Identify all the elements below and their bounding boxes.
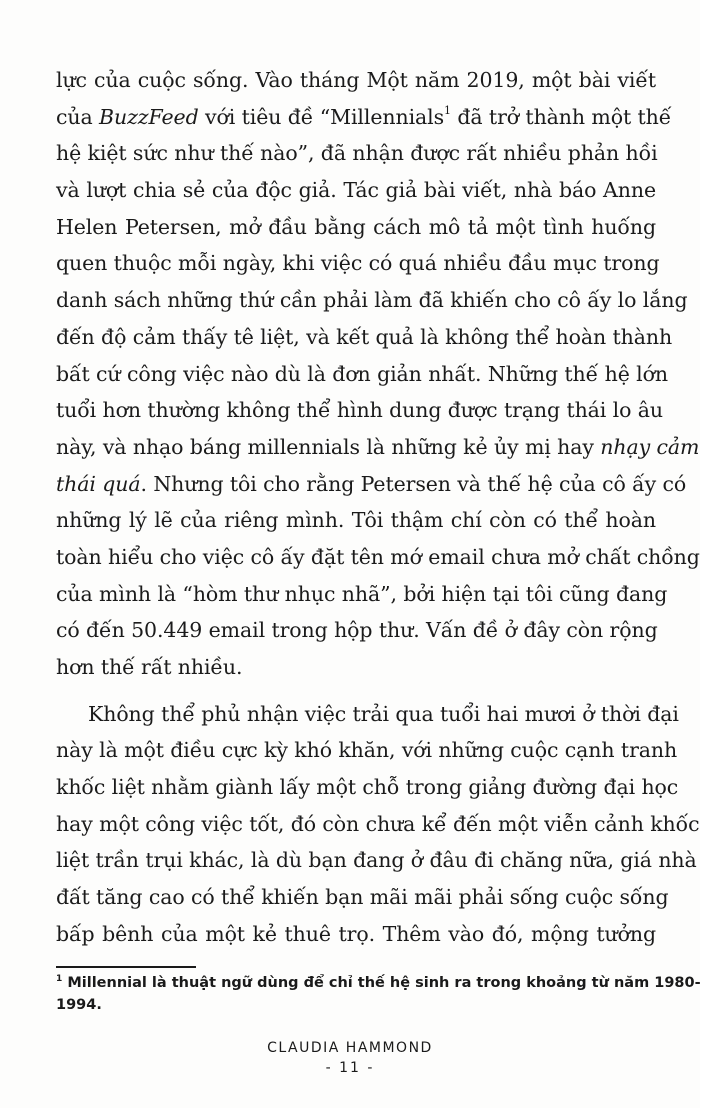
text-segment: liệt trần trụi khác, là dù bạn đang ở đâu đi chăng nữa, giá nhà	[56, 848, 697, 873]
italic-text: nhạy cảm	[600, 434, 700, 459]
text-line	[56, 62, 656, 99]
text-segment: toàn hiểu cho việc cô ấy đặt tên mớ email chưa mở chất chồng	[56, 544, 700, 569]
text-segment: bấp bênh của một kẻ thuê trọ. Thêm vào đó, mộng tưởng	[56, 921, 656, 946]
text-line	[56, 842, 697, 879]
text-line	[56, 732, 678, 769]
text-line	[56, 539, 700, 576]
footnote-marker: 1	[56, 974, 63, 985]
page-number: - 11 -	[325, 1060, 375, 1076]
text-segment: đến độ cảm thấy tê liệt, và kết quả là không thể hoàn thành	[56, 324, 673, 349]
paragraph	[56, 62, 700, 686]
text-line	[56, 429, 700, 466]
text-line	[56, 649, 656, 686]
paragraph-gap	[56, 686, 656, 696]
text-segment: đã trở thành một thế	[450, 104, 672, 129]
text-line	[56, 319, 673, 356]
text-line	[56, 576, 668, 613]
footnote-reference: 1	[444, 103, 451, 117]
text-segment: có đến 50.449 email trong hộp thư. Vấn đề ở đây còn rộng	[56, 618, 658, 643]
text-segment: khốc liệt nhằm giành lấy một chỗ trong giảng đường đại học	[56, 775, 679, 800]
footnote-text-1: Millennial là thuật ngữ dùng để chỉ thế hệ sinh ra trong khoảng từ năm 1980-	[67, 975, 701, 991]
text-segment: của	[56, 104, 100, 129]
text-line	[56, 612, 656, 649]
text-line	[56, 172, 656, 209]
italic-text: thái quá	[56, 471, 141, 496]
text-line	[56, 806, 700, 843]
text-line	[56, 282, 688, 319]
italic-text: BuzzFeed	[99, 104, 199, 129]
text-segment: danh sách những thứ cần phải làm đã khiến cho cô ấy lo lắng	[56, 288, 688, 313]
text-segment: quen thuộc mỗi ngày, khi việc có quá nhiều đầu mục trong	[56, 251, 660, 276]
text-line	[56, 245, 660, 282]
text-line	[56, 209, 656, 246]
text-segment: những lý lẽ của riêng mình. Tôi thậm chí còn có thể hoàn	[56, 508, 656, 533]
footnote	[56, 972, 701, 1016]
text-segment: của mình là “hòm thư nhục nhã”, bởi hiện tại tôi cũng đang	[56, 581, 668, 606]
text-segment: Không thể phủ nhận việc trải qua tuổi hai mươi ở thời đại	[88, 701, 679, 726]
text-segment: này là một điều cực kỳ khó khăn, với những cuộc cạnh tranh	[56, 738, 678, 763]
text-line	[56, 466, 687, 503]
footnote-divider	[56, 966, 196, 968]
text-segment: hay một công việc tốt, đó còn chưa kể đến một viễn cảnh khốc	[56, 811, 700, 836]
text-segment: tuổi hơn thường không thể hình dung được trạng thái lo âu	[56, 398, 664, 423]
text-segment: đất tăng cao có thể khiến bạn mãi mãi phải sống cuộc sống	[56, 885, 669, 910]
text-line	[56, 696, 679, 733]
text-line	[56, 392, 664, 429]
text-segment: Helen Petersen, mở đầu bằng cách mô tả một tình huống	[56, 214, 656, 239]
body-text	[56, 62, 700, 953]
text-segment: hệ kiệt sức như thế nào”, đã nhận được rất nhiều phản hồi	[56, 141, 658, 166]
text-line	[56, 502, 656, 539]
running-footer-author: CLAUDIA HAMMOND	[267, 1040, 433, 1056]
text-segment: và lượt chia sẻ của độc giả. Tác giả bài viết, nhà báo Anne	[56, 178, 656, 203]
footnote-line-2: 1994.	[56, 997, 102, 1013]
text-line	[56, 356, 668, 393]
text-segment: với tiêu đề “Millennials	[198, 104, 445, 129]
text-segment: . Nhưng tôi cho rằng Petersen và thế hệ của cô ấy có	[140, 471, 687, 496]
text-line	[56, 135, 656, 172]
text-line	[56, 879, 669, 916]
text-segment: này, và nhạo báng millennials là những kẻ ủy mị hay	[56, 434, 601, 459]
text-line	[56, 916, 656, 953]
text-segment: bất cứ công việc nào dù là đơn giản nhất. Những thế hệ lớn	[56, 361, 668, 386]
footnote-line-1	[56, 972, 701, 994]
text-segment: hơn thế rất nhiều.	[56, 655, 243, 679]
text-line	[56, 769, 679, 806]
text-segment: lực của cuộc sống. Vào tháng Một năm 2019, một bài viết	[56, 68, 656, 92]
paragraph	[56, 696, 700, 953]
text-line	[56, 99, 672, 136]
